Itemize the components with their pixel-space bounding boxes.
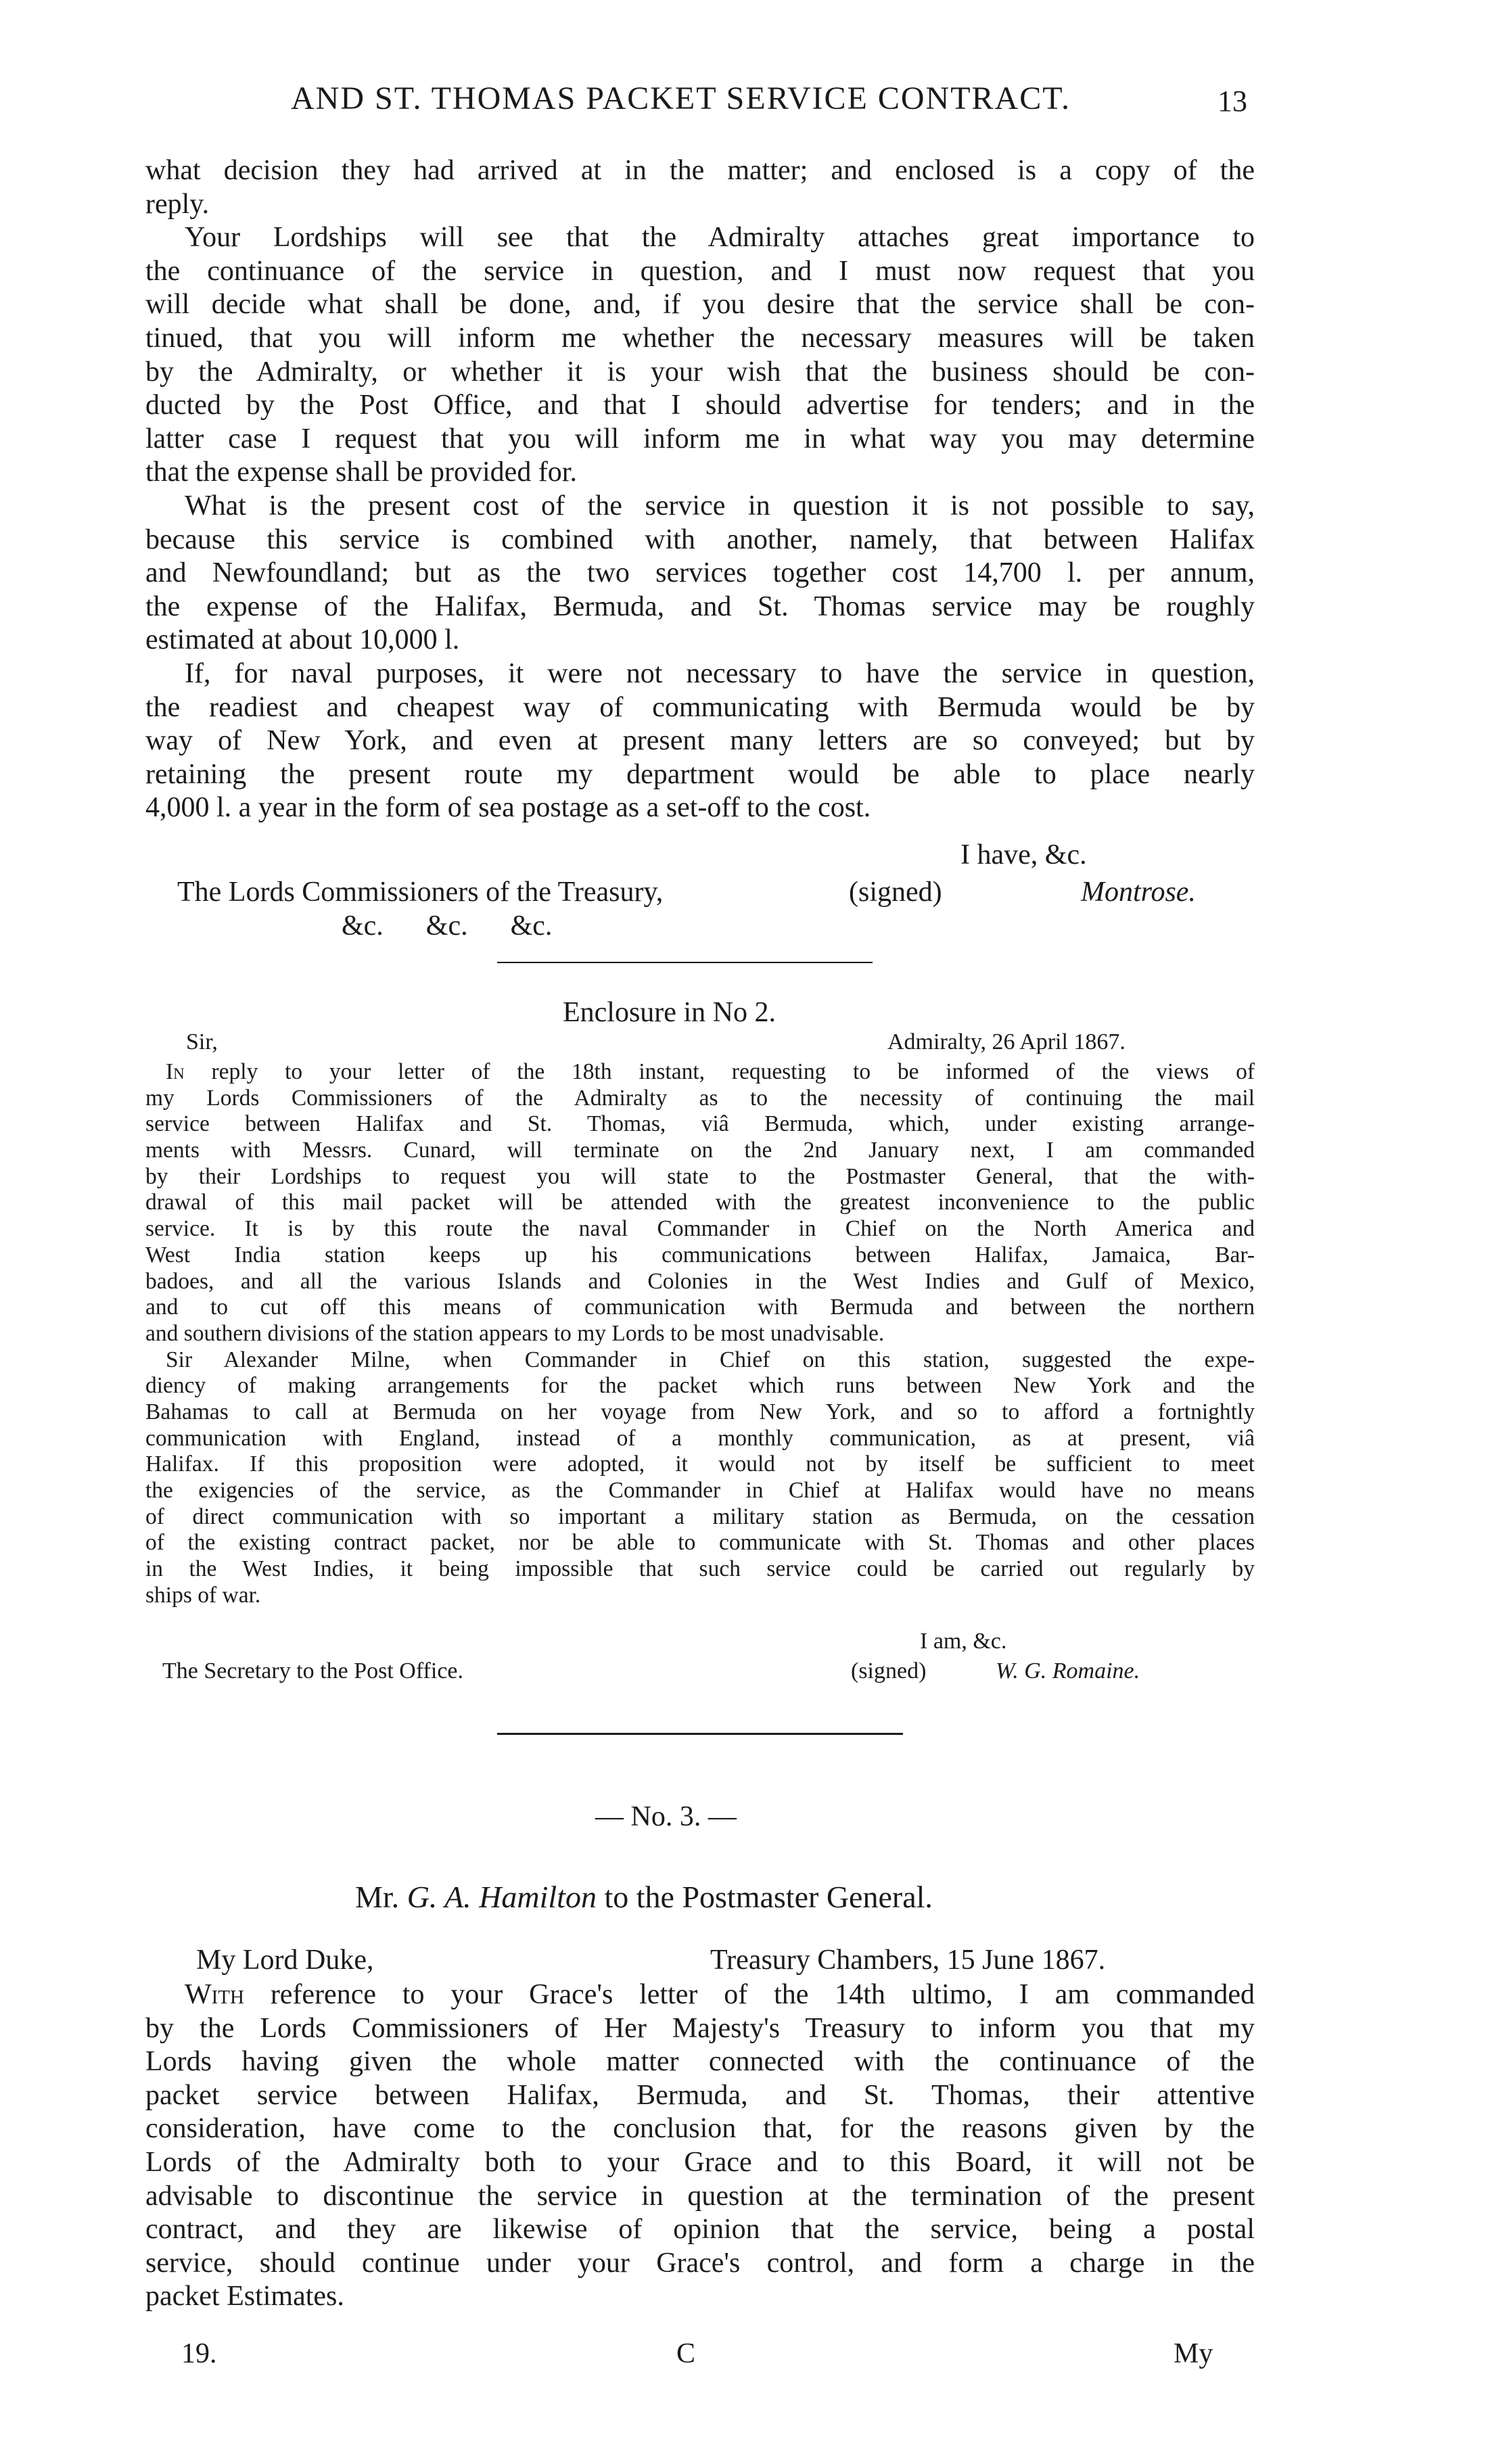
text-line: the readiest and cheapest way of communicating with Bermuda would be by	[145, 691, 1255, 723]
text-line: the exigencies of the service, as the Commander in Chief at Halifax would have no means	[145, 1478, 1255, 1503]
place-date: Treasury Chambers, 15 June 1867.	[710, 1945, 1106, 1976]
text-line: communication with England, instead of a monthly communication, as at present, viâ	[145, 1425, 1255, 1451]
text-line: Lords having given the whole matter connected with the continuance of the	[145, 2046, 1255, 2078]
initial-word: With	[185, 1979, 244, 2010]
signed-label: (signed)	[851, 1658, 927, 1683]
text-line	[145, 1059, 1255, 1086]
text-line: and Newfoundland; but as the two services together cost 14,700 l. per annum,	[145, 557, 1255, 589]
text-line: packet service between Halifax, Bermuda, and St. Thomas, their attentive	[145, 2079, 1255, 2111]
footnote-number: 19.	[181, 2338, 217, 2369]
text-line: retaining the present route my department would be able to place nearly	[145, 758, 1255, 790]
text-line: ducted by the Post Office, and that I should advertise for tenders; and in the	[145, 390, 1255, 421]
text-line: advisable to discontinue the service in question at the termination of the present	[145, 2180, 1255, 2212]
addressee: The Secretary to the Post Office.	[162, 1658, 464, 1683]
text-line: West India station keeps up his communications between Halifax, Jamaica, Bar-	[145, 1242, 1255, 1268]
text-line: Sir Alexander Milne, when Commander in Chief on this station, suggested the expe-	[166, 1347, 1255, 1372]
closing: I have, &c.	[960, 839, 1087, 870]
title-suffix: to the Postmaster General.	[604, 1880, 933, 1914]
text-line: way of New York, and even at present many letters are so conveyed; but by	[145, 725, 1255, 757]
text-line: that the expense shall be provided for.	[145, 457, 577, 488]
text-line: badoes, and all the various Islands and Colonies in the West Indies and Gulf of Mexico,	[145, 1268, 1255, 1294]
title-prefix: Mr.	[355, 1880, 400, 1914]
initial-word: In	[166, 1059, 185, 1084]
text-line: latter case I request that you will inform me in what way you may determine	[145, 423, 1255, 455]
signed-label: (signed)	[849, 877, 942, 908]
text-line: ships of war.	[145, 1582, 261, 1608]
text-line: drawal of this mail packet will be attended with the greatest inconvenience to the public	[145, 1190, 1255, 1215]
text-line: Lords of the Admiralty both to your Grace and to this Board, it will not be	[145, 2146, 1255, 2178]
letter-body	[145, 1978, 1255, 2314]
text-line: will decide what shall be done, and, if you desire that the service shall be con-	[145, 289, 1255, 321]
enclosure-body	[145, 1059, 1255, 1608]
text-span: reference to your Grace's letter of the 14th ultimo, I am commanded	[270, 1979, 1255, 2010]
text-line: by the Lords Commissioners of Her Majesty's Treasury to inform you that my	[145, 2012, 1255, 2044]
text-line: 4,000 l. a year in the form of sea postage as a set-off to the cost.	[145, 792, 871, 824]
page-number: 13	[1218, 85, 1247, 118]
text-line: service. It is by this route the naval Commander in Chief on the North America and	[145, 1216, 1255, 1242]
section-divider	[497, 1733, 903, 1735]
text-line: Halifax. If this proposition were adopted, it would not by itself be sufficient to meet	[145, 1451, 1255, 1477]
running-header: AND ST. THOMAS PACKET SERVICE CONTRACT.	[291, 80, 1071, 116]
signature-mark: C	[676, 2338, 696, 2369]
text-line: in the West Indies, it being impossible that such service could be carried out regularly by	[145, 1556, 1255, 1582]
text-line: of the existing contract packet, nor be able to communicate with St. Thomas and other places	[145, 1530, 1255, 1556]
text-line: what decision they had arrived at in the matter; and enclosed is a copy of the	[145, 155, 1255, 186]
addressee-etc: &c. &c. &c.	[342, 910, 553, 942]
signature: W. G. Romaine.	[996, 1658, 1140, 1683]
text-line: Bahamas to call at Bermuda on her voyage from New York, and so to afford a fortnightly	[145, 1399, 1255, 1424]
text-line: service, should continue under your Grace's control, and form a charge in the	[145, 2247, 1255, 2279]
section-number: — No. 3. —	[595, 1801, 737, 1832]
text-line: diency of making arrangements for the packet which runs between New York and the	[145, 1373, 1255, 1399]
text-line	[145, 1978, 1255, 2012]
text-line: the expense of the Halifax, Bermuda, and St. Thomas service may be roughly	[145, 590, 1255, 622]
text-line: by their Lordships to request you will state to the Postmaster General, that the with-	[145, 1163, 1255, 1189]
section-title	[355, 1879, 933, 1915]
text-line: because this service is combined with another, namely, that between Halifax	[145, 524, 1255, 555]
title-name: G. A. Hamilton	[407, 1880, 597, 1914]
text-line: estimated at about 10,000 l.	[145, 624, 460, 656]
text-line: ments with Messrs. Cunard, will terminate on the 2nd January next, I am commanded	[145, 1138, 1255, 1163]
closing: I am, &c.	[920, 1629, 1007, 1654]
text-line: packet Estimates.	[145, 2281, 344, 2312]
text-line: If, for naval purposes, it were not necessary to have the service in question,	[185, 657, 1255, 689]
text-line: and southern divisions of the station appears to my Lords to be most unadvisable.	[145, 1320, 885, 1346]
text-line: and to cut off this means of communication with Bermuda and between the northern	[145, 1295, 1255, 1320]
text-line: tinued, that you will inform me whether the necessary measures will be taken	[145, 322, 1255, 354]
text-line: by the Admiralty, or whether it is your wish that the business should be con-	[145, 356, 1255, 388]
text-span: reply to your letter of the 18th instant, requesting to be informed of the views of	[211, 1059, 1255, 1084]
text-line: Your Lordships will see that the Admiralty attaches great importance to	[185, 222, 1255, 254]
text-line: consideration, have come to the conclusion that, for the reasons given by the	[145, 2113, 1255, 2145]
salutation: Sir,	[186, 1029, 218, 1054]
salutation: My Lord Duke,	[196, 1945, 374, 1976]
letter-body	[145, 154, 1255, 825]
text-line: of direct communication with so important a military station as Bermuda, on the cessation	[145, 1504, 1255, 1529]
addressee: The Lords Commissioners of the Treasury,	[177, 877, 664, 908]
catchword: My	[1174, 2338, 1213, 2369]
text-line: the continuance of the service in question, and I must now request that you	[145, 255, 1255, 287]
text-line: reply.	[145, 188, 210, 220]
signature: Montrose.	[1081, 877, 1196, 908]
text-line: service between Halifax and St. Thomas, viâ Bermuda, which, under existing arrange-	[145, 1111, 1255, 1137]
place-date: Admiralty, 26 April 1867.	[887, 1029, 1126, 1054]
text-line: What is the present cost of the service in question it is not possible to say,	[185, 490, 1255, 521]
text-line: contract, and they are likewise of opinion that the service, being a postal	[145, 2214, 1255, 2246]
section-divider	[497, 962, 873, 963]
enclosure-heading: Enclosure in No 2.	[563, 997, 776, 1028]
text-line: my Lords Commissioners of the Admiralty as to the necessity of continuing the mail	[145, 1085, 1255, 1111]
